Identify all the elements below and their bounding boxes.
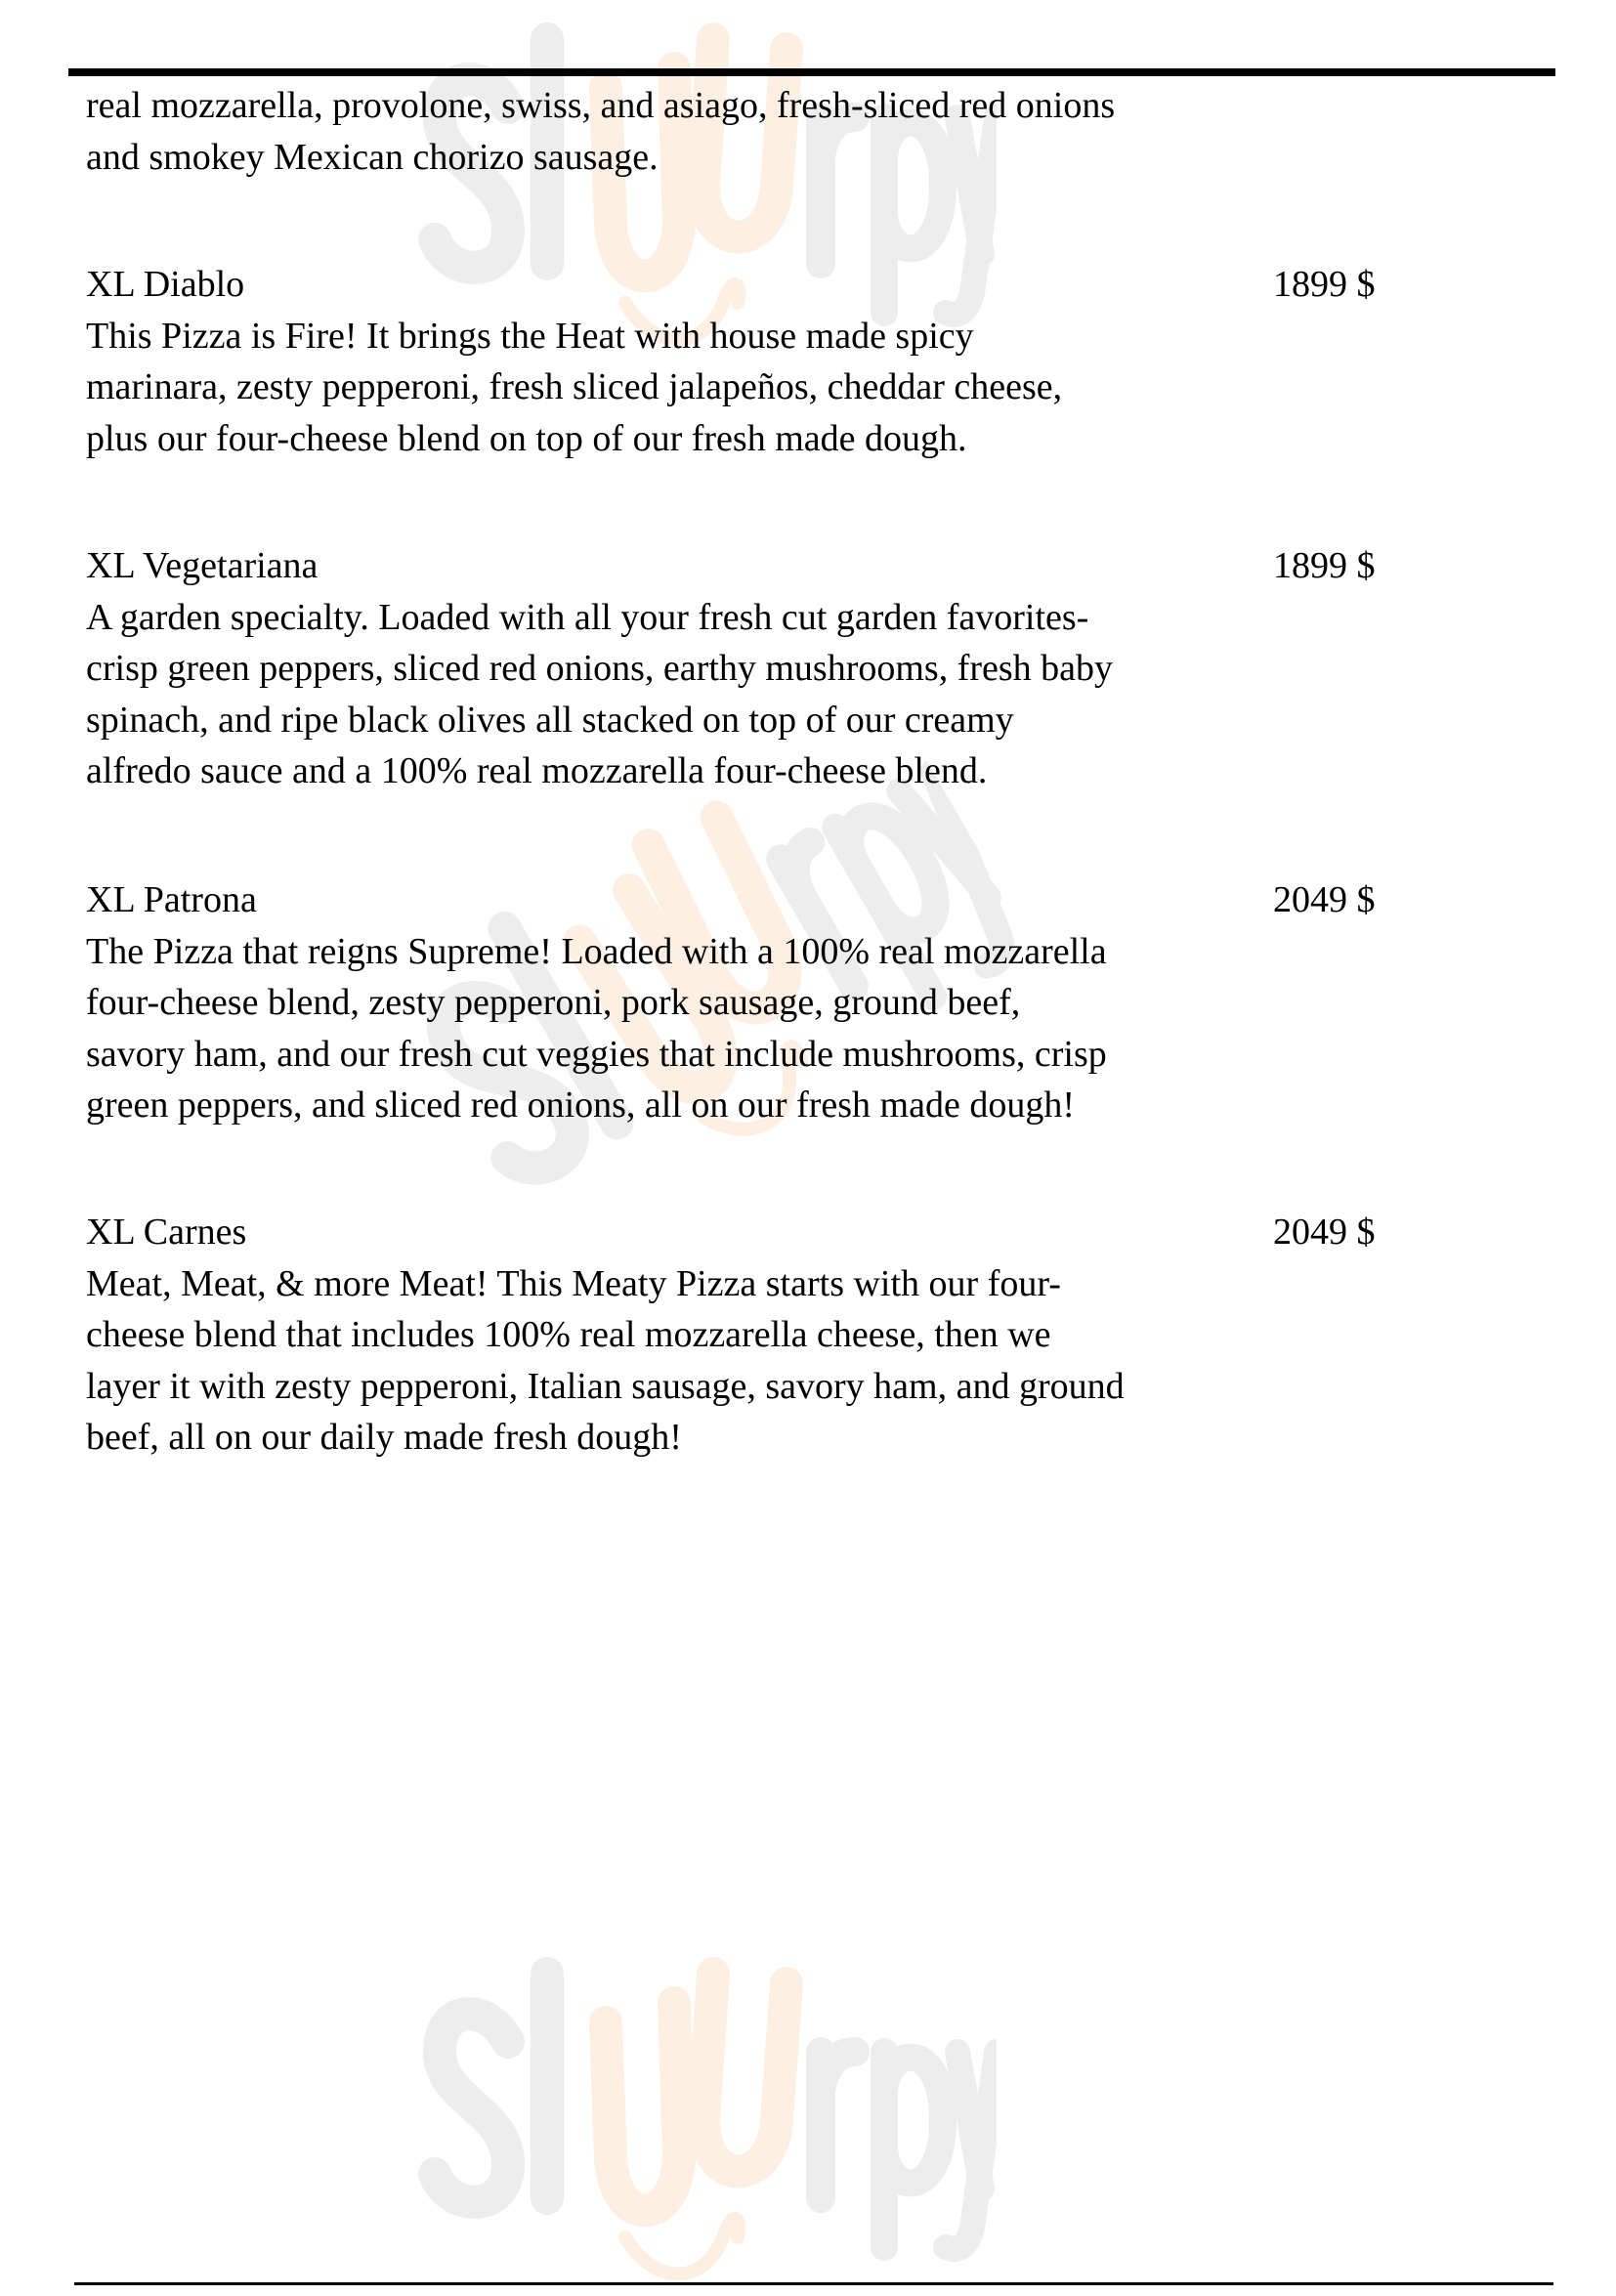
top-divider — [68, 68, 1555, 76]
menu-item-patrona — [86, 874, 1239, 1131]
item-name: XL Carnes — [86, 1212, 247, 1253]
watermark-logo — [410, 1944, 997, 2296]
item-description: The Pizza that reigns Supreme! Loaded with a 100% real mozzarella four-cheese blend, zesty pepperoni, pork sausage, ground beef, savory ham, and our fresh cut veggies that include mushrooms, crisp green peppers, and sliced red onions, all on our fresh made dough! — [86, 930, 1107, 1126]
item-description: A garden specialty. Loaded with all your fresh cut garden favorites- crisp green peppers, sliced red onions, earthy mushrooms, fresh baby spinach, and ripe black olives all stacked on top of our creamy alfredo sauce and a 100% real mozzarella four-cheese blend. — [86, 596, 1114, 791]
item-description: This Pizza is Fire! It brings the Heat with house made spicy marinara, zesty pepperoni, fresh sliced jalapeños, cheddar cheese, plus our four-cheese blend on top of our fresh made dough. — [86, 315, 1063, 459]
menu-item-vegetariana — [86, 540, 1239, 797]
menu-item-diablo — [86, 259, 1239, 464]
item-price: 1899 $ — [1273, 545, 1376, 586]
intro-description: real mozzarella, provolone, swiss, and asiago, fresh-sliced red onions and smokey Mexican chorizo sausage. — [86, 85, 1116, 178]
item-price: 2049 $ — [1273, 1212, 1376, 1253]
item-name: XL Vegetariana — [86, 545, 319, 586]
item-price: 2049 $ — [1273, 879, 1376, 920]
item-description: Meat, Meat, & more Meat! This Meaty Pizza starts with our four- cheese blend that includes 100% real mozzarella cheese, then we layer it with zesty pepperoni, Italian sausage, savory ham, and ground beef, all on our daily made fresh dough! — [86, 1262, 1125, 1458]
item-name: XL Diablo — [86, 264, 245, 305]
menu-item-carnes — [86, 1207, 1239, 1464]
item-name: XL Patrona — [86, 879, 257, 920]
item-price: 1899 $ — [1273, 264, 1376, 305]
